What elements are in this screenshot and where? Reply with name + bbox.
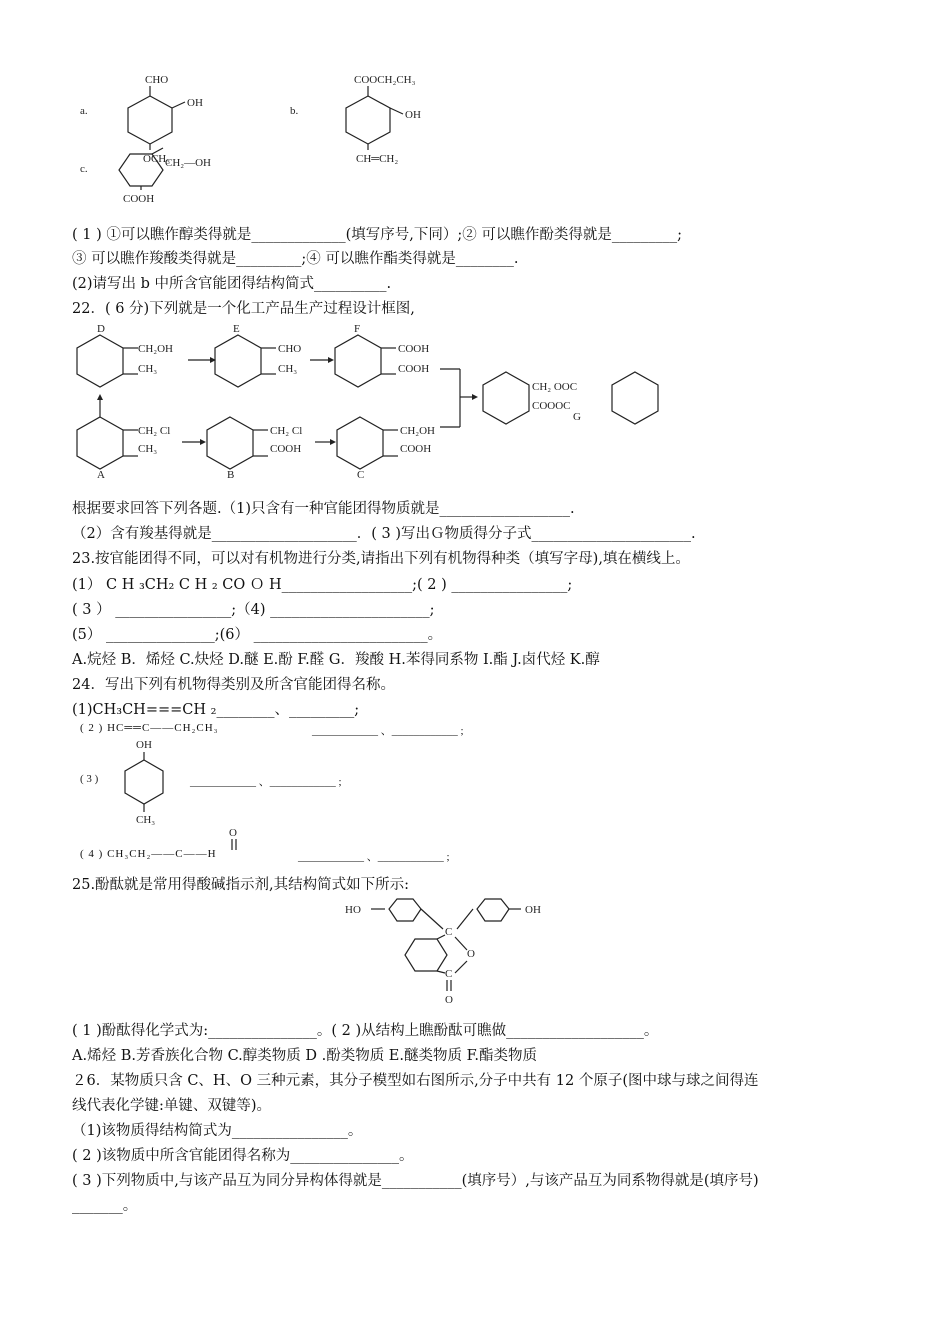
a-ch2cl: CH₂ Cl (138, 425, 171, 437)
pp-o-carbonyl: O (445, 994, 453, 1006)
label-a: A (97, 469, 105, 481)
q22-title: 22．( 6 分)下列就是一个化工产品生产过程设计框图, (72, 301, 415, 317)
structure-b (290, 68, 490, 165)
pp-ho: HO (345, 904, 361, 916)
q23-options: A.烷烃 B．烯烃 C.炔烃 D.醚 E.酚 F.醛 G．羧酸 H.苯得同系物 I.酯 J.卤代烃 K.醇 (72, 652, 600, 668)
b-cooh: COOH (270, 443, 302, 455)
q21-line1: ( 1 ) ①可以瞧作醇类得就是_____________(填写序号,下同）;② 可以瞧作酚类得就是_________; (72, 227, 683, 243)
pp-o-ring: O (467, 948, 475, 960)
q24-line3-structure (78, 738, 198, 828)
e-ch3: CH₃ (278, 363, 298, 375)
f-cooh-1: COOH (398, 343, 430, 355)
label-e: E (233, 323, 240, 335)
f-cooh-2: COOH (398, 363, 430, 375)
d-ch2oh: CH₂OH (138, 343, 174, 355)
q23-line1: (1） C H ₃CH₂ C H ₂ CO Ｏ H__________________;( 2 ) ________________; (72, 577, 573, 593)
q24-line2-blanks: ____________ 、____________ ; (312, 725, 464, 737)
q24-line1: (1)CH₃CH===CH ₂________、_________; (72, 702, 360, 718)
q24-line4-carbonyl (225, 826, 245, 856)
q25-title: 25.酚酞就是常用得酸碱指示剂,其结构简式如下所示: (72, 877, 410, 893)
b-ch2cl: CH₂ Cl (270, 425, 303, 437)
q22-scheme (70, 322, 690, 482)
q24-line2-formula: ( 2 ) HC══C——CH₂CH₃ (80, 722, 219, 734)
a-ch3: CH₃ (138, 443, 158, 455)
q23-line2: ( 3 ） ________________;（4) ______________________; (72, 602, 435, 618)
q24-line4-formula: ( 4 ) CH₃CH₂——C——H (80, 848, 217, 860)
q24-line3-blanks: ____________ 、____________ ; (190, 776, 342, 788)
pp-c: C (445, 926, 453, 938)
pp-oh: OH (525, 904, 541, 916)
pp-c2: C (445, 968, 453, 980)
label-b: B (227, 469, 235, 481)
q24-line4-blanks: ____________ 、____________ ; (298, 851, 450, 863)
c-cooh: COOH (400, 443, 432, 455)
q26-line6: _______。 (72, 1198, 138, 1214)
label-d: D (97, 323, 105, 335)
g-ch2ooc: CH₂ OOC (532, 381, 578, 393)
q21-line2: ③ 可以瞧作羧酸类得就是_________;④ 可以瞧作酯类得就是________. (72, 251, 519, 267)
g-coooc: COOOC (532, 400, 571, 412)
structure-a-oh: OH (187, 97, 203, 109)
q24-title: 24．写出下列有机物得类别及所含官能团得名称。 (72, 677, 395, 693)
structure-b-vinyl: CH═CH₂ (356, 153, 399, 165)
q23-line3: (5） _______________;(6） ________________________。 (72, 627, 443, 643)
structure-a-label: a. (80, 105, 88, 117)
q22-line2: （2）含有羧基得就是____________________．( 3 )写出Ｇ物质得分子式______________________. (72, 526, 696, 542)
structure-c-label: c. (80, 163, 88, 175)
q26-line1: ２6．某物质只含 C、H、O 三种元素，其分子模型如右图所示,分子中共有 12 个原子(图中球与球之间得连 (72, 1073, 759, 1089)
d-ch3: CH₃ (138, 363, 158, 375)
q26-line2: 线代表化学键:单键、双键等)。 (72, 1098, 272, 1114)
structure-a-och3: OCH₃ (143, 153, 171, 165)
e-cho: CHO (278, 343, 302, 355)
structure-b-oh: OH (405, 109, 421, 121)
q23-title: 23.按官能团得不同，可以对有机物进行分类,请指出下列有机物得种类（填写字母),填在横线上。 (72, 551, 690, 567)
structure-c-ch2oh: CH₂—OH (165, 157, 212, 169)
structure-c (75, 148, 325, 208)
c-ch2oh: CH₂OH (400, 425, 436, 437)
q25-options: A.烯烃 B.芳香族化合物 C.醇类物质 D .酚类物质 E.醚类物质 F.酯类物质 (72, 1048, 538, 1064)
q24-line3-label: ( 3 ) (80, 773, 99, 785)
q24-line3-ch3: CH₃ (136, 814, 156, 826)
structure-a-cho: CHO (145, 74, 169, 86)
phenolphthalein-structure (345, 895, 565, 1005)
label-g: G (573, 411, 581, 423)
structure-b-label: b. (290, 105, 299, 117)
label-f: F (354, 323, 361, 335)
q24-line4-o: O (229, 827, 237, 839)
q26-line3: （1)该物质得结构简式为________________。 (72, 1123, 363, 1139)
structure-c-cooh: COOH (123, 193, 155, 205)
q21-line3: (2)请写出 b 中所含官能团得结构简式__________. (72, 276, 392, 292)
q25-line1: ( 1 )酚酞得化学式为:_______________。( 2 )从结构上瞧酚酞可瞧做___________________。 (72, 1023, 659, 1039)
q24-line3-oh: OH (136, 739, 152, 751)
q22-line1: 根据要求回答下列各题.（1)只含有一种官能团得物质就是__________________. (72, 501, 575, 517)
label-c: C (357, 469, 365, 481)
q26-line4: ( 2 )该物质中所含官能团得名称为_______________。 (72, 1148, 414, 1164)
q26-line5: ( 3 )下列物质中,与该产品互为同分异构体得就是___________(填序号）,与该产品互为同系物得就是(填序号) (72, 1173, 759, 1189)
structure-b-cooch2ch3: COOCH₂CH₃ (354, 74, 416, 86)
